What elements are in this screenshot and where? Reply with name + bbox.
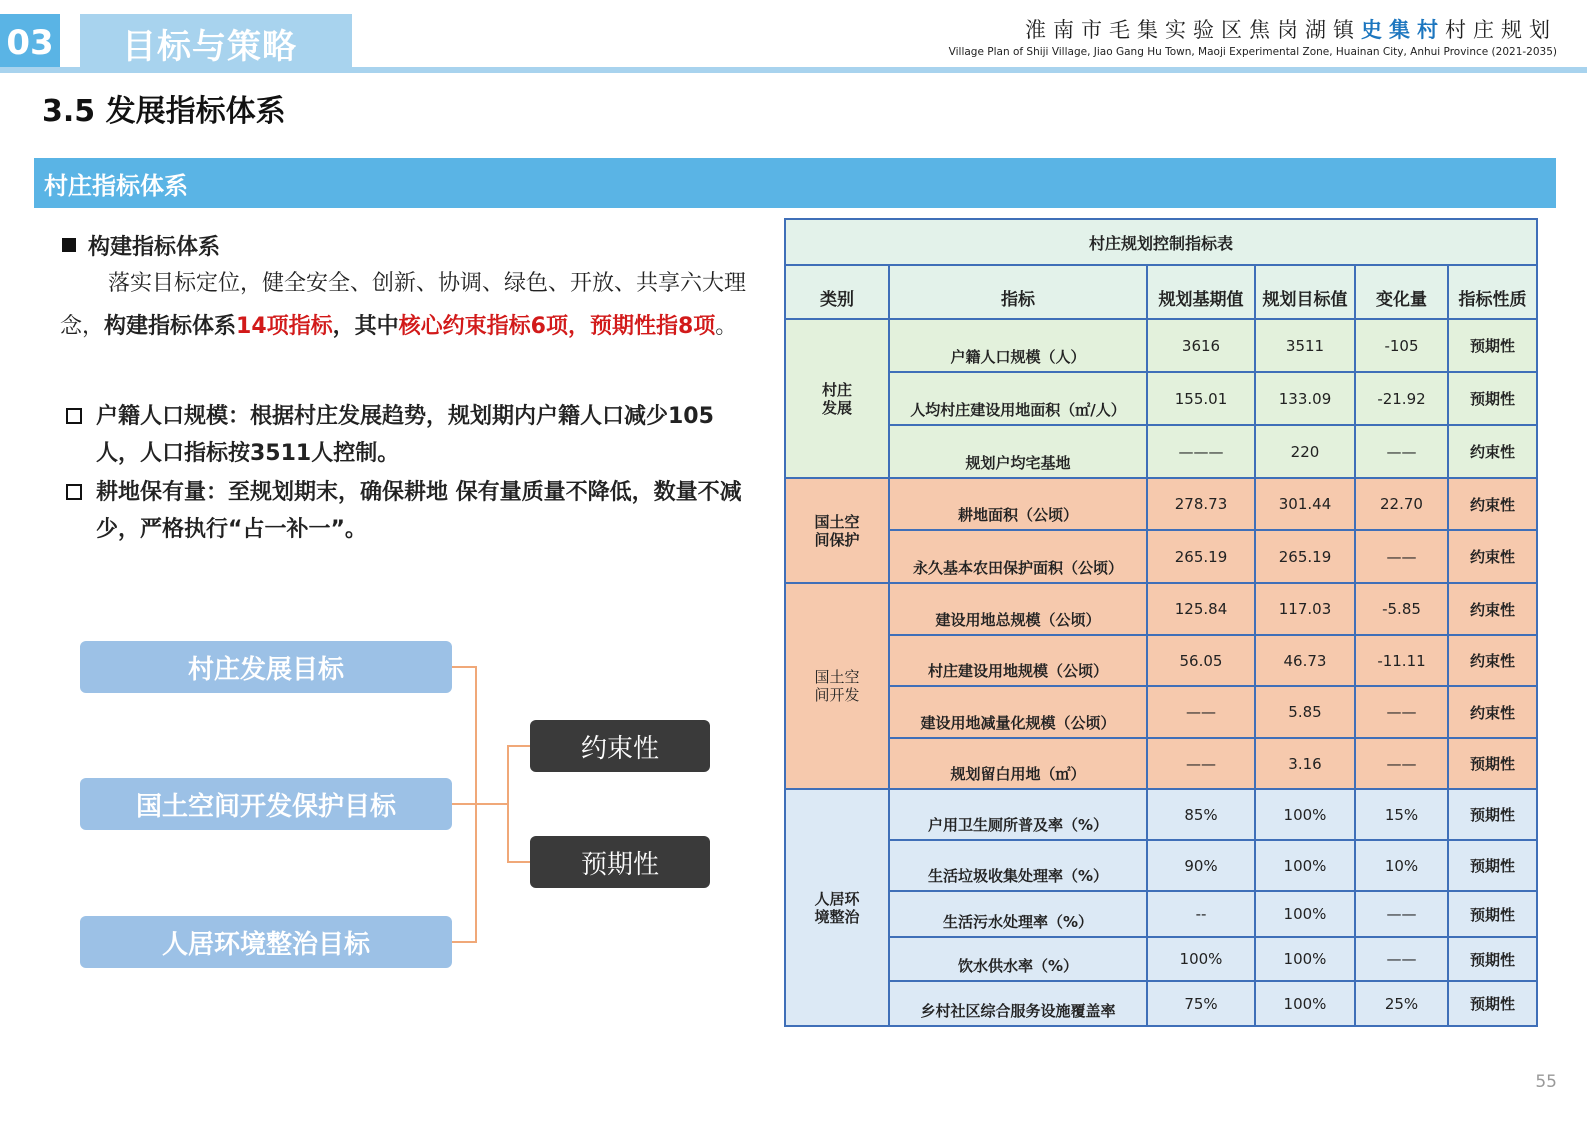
value-cell: 90%: [1147, 840, 1255, 891]
table-row: [785, 319, 1537, 372]
value-cell: -21.92: [1355, 372, 1448, 425]
value-cell: 100%: [1255, 937, 1355, 981]
indicator-cell: 永久基本农田保护面积（公顷）: [889, 530, 1147, 583]
value-cell: --: [1147, 891, 1255, 937]
value-cell: 100%: [1255, 981, 1355, 1026]
value-cell: ———: [1147, 425, 1255, 478]
list-item: 户籍人口规模：根据村庄发展趋势，规划期内户籍人口减少105人，人口指标按3511人控制。: [66, 398, 756, 472]
value-cell: ——: [1355, 425, 1448, 478]
list-item: 耕地保有量：至规划期末，确保耕地 保有量质量不降低，数量不减少，严格执行“占一补一”。: [66, 474, 756, 548]
value-cell: -105: [1355, 319, 1448, 372]
nature-cell: 预期性: [1448, 937, 1537, 981]
indicator-cell: 规划留白用地（㎡）: [889, 738, 1147, 789]
value-cell: ——: [1355, 937, 1448, 981]
nature-cell: 约束性: [1448, 478, 1537, 530]
table-row: [785, 583, 1537, 635]
value-cell: 56.05: [1147, 635, 1255, 686]
nature-cell: 预期性: [1448, 319, 1537, 372]
nature-cell: 预期性: [1448, 891, 1537, 937]
goal-village-development: 村庄发展目标: [80, 641, 452, 693]
table-row: [785, 372, 1537, 425]
indicator-cell: 生活污水处理率（%）: [889, 891, 1147, 937]
indicator-cell: 生活垃圾收集处理率（%）: [889, 840, 1147, 891]
table-row: [785, 425, 1537, 478]
nature-cell: 预期性: [1448, 840, 1537, 891]
indicator-cell: 村庄建设用地规模（公顷）: [889, 635, 1147, 686]
value-cell: 100%: [1147, 937, 1255, 981]
indicator-cell: 户籍人口规模（人）: [889, 319, 1147, 372]
table-row: [785, 981, 1537, 1026]
table-row: [785, 478, 1537, 530]
value-cell: ——: [1355, 738, 1448, 789]
type-binding: 约束性: [530, 720, 710, 772]
value-cell: 3616: [1147, 319, 1255, 372]
value-cell: 5.85: [1255, 686, 1355, 738]
nature-cell: 约束性: [1448, 425, 1537, 478]
table-row: [785, 891, 1537, 937]
value-cell: 117.03: [1255, 583, 1355, 635]
value-cell: 3.16: [1255, 738, 1355, 789]
nature-cell: 预期性: [1448, 738, 1537, 789]
value-cell: 22.70: [1355, 478, 1448, 530]
col-header: 规划基期值: [1147, 265, 1255, 319]
value-cell: 100%: [1255, 789, 1355, 840]
indicator-cell: 人均村庄建设用地面积（㎡/人）: [889, 372, 1147, 425]
value-cell: 100%: [1255, 840, 1355, 891]
value-cell: 15%: [1355, 789, 1448, 840]
nature-cell: 约束性: [1448, 635, 1537, 686]
value-cell: ——: [1147, 686, 1255, 738]
value-cell: 3511: [1255, 319, 1355, 372]
indicator-cell: 乡村社区综合服务设施覆盖率: [889, 981, 1147, 1026]
indicator-cell: 户用卫生厕所普及率（%）: [889, 789, 1147, 840]
value-cell: -11.11: [1355, 635, 1448, 686]
col-header: 类别: [785, 265, 889, 319]
page-number: 55: [1535, 1072, 1557, 1092]
goal-living-environment: 人居环境整治目标: [80, 916, 452, 968]
col-header: 指标: [889, 265, 1147, 319]
value-cell: ——: [1355, 686, 1448, 738]
table-row: [785, 530, 1537, 583]
category-cell: 国土空间保护: [785, 478, 889, 583]
category-cell: 国土空间开发: [785, 583, 889, 789]
value-cell: 25%: [1355, 981, 1448, 1026]
indicator-cell: 规划户均宅基地: [889, 425, 1147, 478]
indicator-cell: 饮水供水率（%）: [889, 937, 1147, 981]
nature-cell: 约束性: [1448, 530, 1537, 583]
section-number: 03: [0, 14, 60, 72]
nature-cell: 预期性: [1448, 372, 1537, 425]
table-row: [785, 789, 1537, 840]
value-cell: 100%: [1255, 891, 1355, 937]
col-header: 规划目标值: [1255, 265, 1355, 319]
nature-cell: 约束性: [1448, 686, 1537, 738]
table-row: [785, 840, 1537, 891]
type-expected: 预期性: [530, 836, 710, 888]
table-row: [785, 686, 1537, 738]
page-title: 3.5 发展指标体系: [42, 94, 286, 129]
value-cell: 75%: [1147, 981, 1255, 1026]
value-cell: 85%: [1147, 789, 1255, 840]
value-cell: 265.19: [1255, 530, 1355, 583]
col-header: 变化量: [1355, 265, 1448, 319]
value-cell: ——: [1355, 530, 1448, 583]
value-cell: 46.73: [1255, 635, 1355, 686]
village-plan-title: 淮南市毛集实验区焦岗湖镇史集村村庄规划: [1025, 17, 1557, 42]
col-header: 指标性质: [1448, 265, 1537, 319]
value-cell: 10%: [1355, 840, 1448, 891]
section-title: 目标与策略: [80, 14, 352, 72]
value-cell: -5.85: [1355, 583, 1448, 635]
indicator-cell: 耕地面积（公顷）: [889, 478, 1147, 530]
bullet-heading: 构建指标体系: [62, 230, 220, 261]
table-row: [785, 635, 1537, 686]
nature-cell: 约束性: [1448, 583, 1537, 635]
value-cell: 220: [1255, 425, 1355, 478]
intro-paragraph: 落实目标定位，健全安全、创新、协调、绿色、开放、共享六大理念，构建指标体系14项指标，其中核心约束指标6项，预期性指8项。: [60, 271, 747, 339]
nature-cell: 预期性: [1448, 789, 1537, 840]
category-cell: 人居环境整治: [785, 789, 889, 1026]
value-cell: ——: [1147, 738, 1255, 789]
indicator-table: [784, 218, 1538, 1027]
value-cell: 301.44: [1255, 478, 1355, 530]
value-cell: 133.09: [1255, 372, 1355, 425]
value-cell: 155.01: [1147, 372, 1255, 425]
value-cell: ——: [1355, 891, 1448, 937]
value-cell: 265.19: [1147, 530, 1255, 583]
nature-cell: 预期性: [1448, 981, 1537, 1026]
category-cell: 村庄发展: [785, 319, 889, 478]
indicator-cell: 建设用地减量化规模（公顷）: [889, 686, 1147, 738]
table-row: [785, 738, 1537, 789]
section-banner: 村庄指标体系: [34, 158, 1556, 208]
indicator-cell: 建设用地总规模（公顷）: [889, 583, 1147, 635]
value-cell: 125.84: [1147, 583, 1255, 635]
value-cell: 278.73: [1147, 478, 1255, 530]
village-plan-subtitle: Village Plan of Shiji Village, Jiao Gang Hu Town, Maoji Experimental Zone, Huainan City, Anhui Province (2021-2035): [948, 46, 1557, 58]
table-caption: 村庄规划控制指标表: [785, 219, 1537, 265]
goal-land-space: 国土空间开发保护目标: [80, 778, 452, 830]
table-row: [785, 937, 1537, 981]
